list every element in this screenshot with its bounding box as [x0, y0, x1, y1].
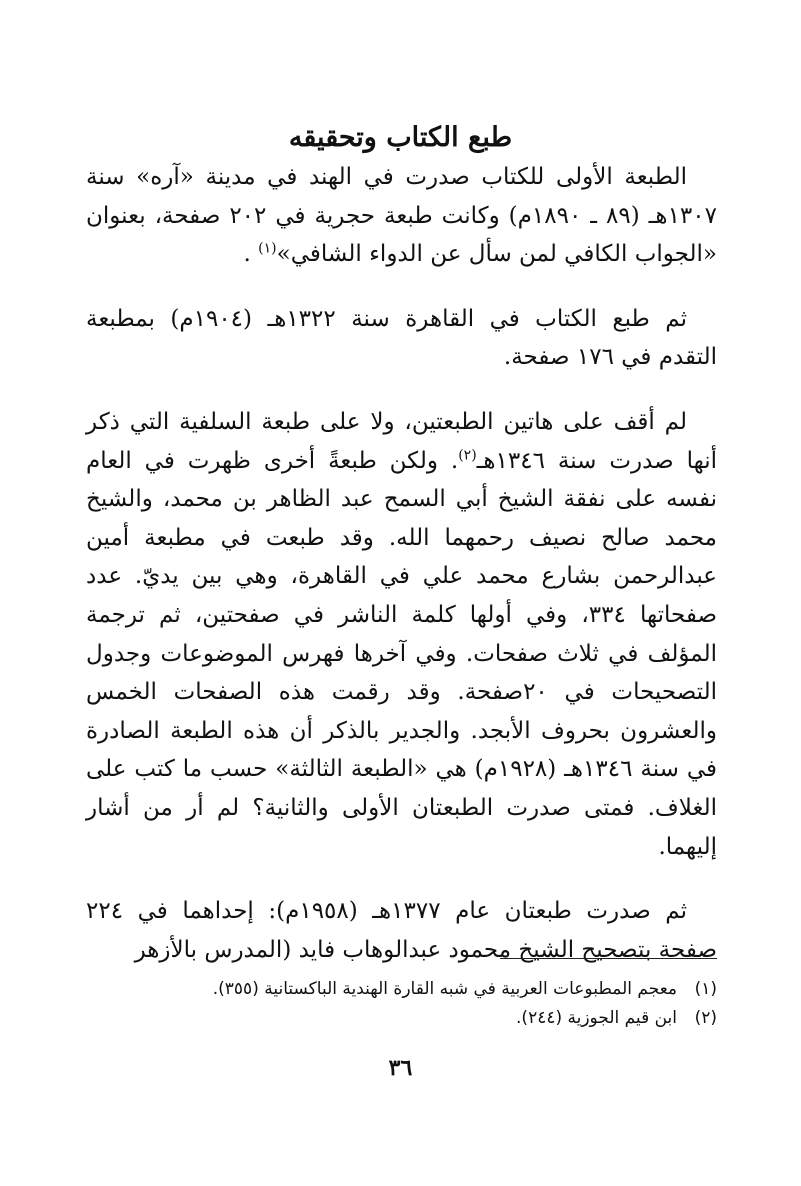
paragraph-cairo-edition: [86, 300, 717, 377]
footnote-number: (٢): [694, 1008, 717, 1028]
footnote-1: [86, 975, 717, 1004]
paragraph-text: ثم طبع الكتاب في القاهرة سنة ١٣٢٢هـ (١٩٠٤م) بمطبعة التقدم في ١٧٦ صفحة.: [86, 305, 717, 371]
footnotes: [86, 975, 717, 1033]
section-heading: طبع الكتاب وتحقيقه: [288, 122, 513, 154]
page-number: ٣٦: [388, 1055, 413, 1081]
paragraph-text: الطبعة الأولى للكتاب صدرت في الهند في مدينة «آره» سنة ١٣٠٧هـ (٨٩ ـ ١٨٩٠م) وكانت طبعة حجرية في ٢٠٢ صفحة، بعنوان «الجواب الكافي لمن سأل عن الدواء الشافي»: [86, 164, 717, 268]
paragraph-text-continued: . ولكن طبعةً أخرى ظهرت في العام نفسه على نفقة الشيخ أبي السمح عبد الظاهر بن محمد، والشيخ محمد صالح نصيف رحمهما الله. وقد طبعت في مطبعة أمين عبدالرحمن بشارع محمد علي في القاهرة، وهي بين يديّ. عدد صفحاتها ٣٣٤، وفي أولها كلمة الناشر في صفحتين، ثم ترجمة المؤلف في ثلاث صفحات. وفي آخرها فهرس الموضوعات وجدول التصحيحات في ٢٠صفحة. وقد رقمت هذه الصفحات الخمس والعشرون بحروف الأبجد. والجدير بالذكر أن هذه الطبعة الصادرة في سنة ١٣٤٦هـ (١٩٢٨م) هي «الطبعة الثالثة» حسب ما كتب على الغلاف. فمتى صدرت الطبعتان الأولى والثانية؟ لم أر من أشار إليهما.: [86, 447, 718, 860]
paragraph-end: .: [243, 241, 259, 268]
paragraph-text: ثم صدرت طبعتان عام ١٣٧٧هـ (١٩٥٨م): إحداهما في ٢٢٤ صفحة بتصحيح الشيخ محمود عبدالوهاب فايد (المدرس بالأزهر: [86, 898, 717, 963]
body-text: [86, 158, 717, 969]
paragraph-first-edition: [86, 158, 717, 274]
footnote-number: (١): [694, 979, 717, 999]
paragraph-text: لم أقف على هاتين الطبعتين، ولا على طبعة السلفية التي ذكر أنها صدرت سنة ١٣٤٦هـ: [86, 408, 717, 474]
footnote-text: ابن قيم الجوزية (٢٤٤).: [516, 1008, 677, 1028]
footnote-divider: [500, 958, 717, 959]
footnote-text: معجم المطبوعات العربية في شبه القارة الهندية الباكستانية (٣٥٥).: [212, 979, 677, 999]
footnote-reference-2[interactable]: (٢): [458, 446, 477, 463]
paragraph-third-edition: [86, 403, 717, 866]
footnote-reference-1[interactable]: (١): [258, 240, 277, 257]
footnote-2: [86, 1004, 717, 1033]
